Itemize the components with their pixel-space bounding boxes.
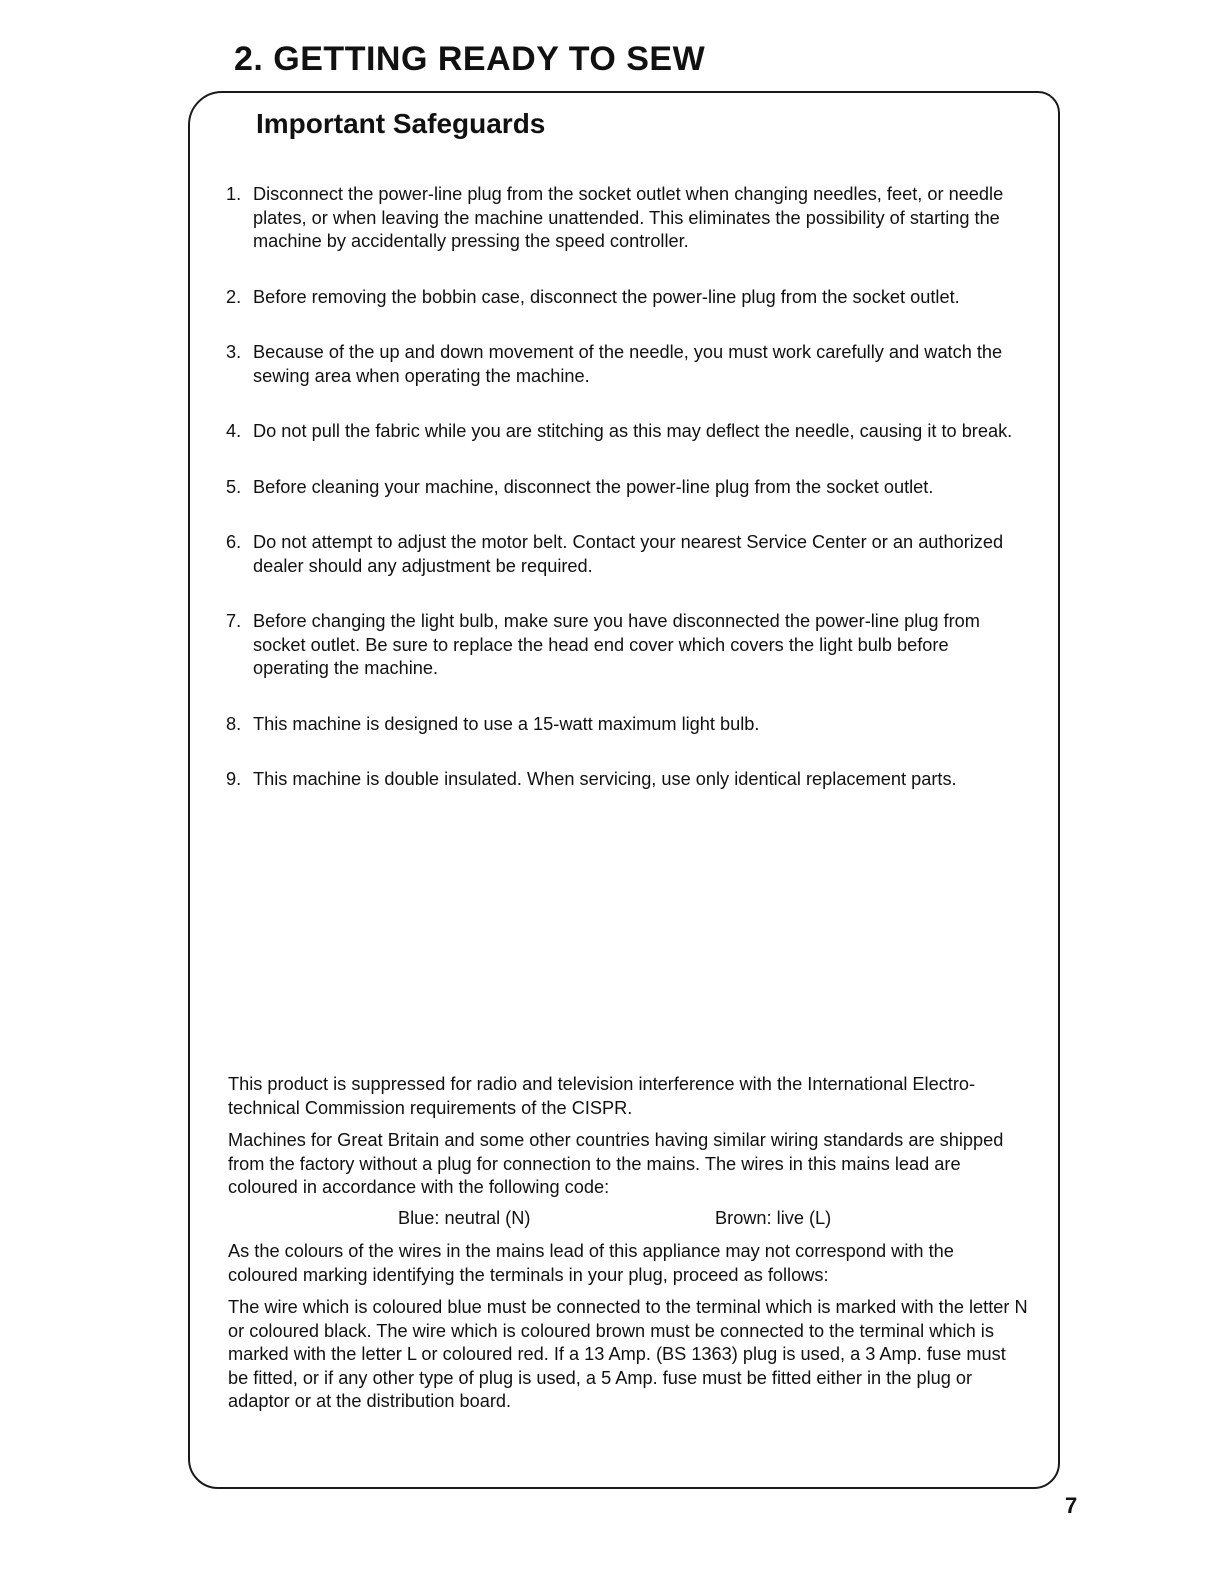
item-number: 6. <box>226 532 242 552</box>
safeguard-item <box>226 768 1026 792</box>
colours-note: As the colours of the wires in the mains lead of this appliance may not correspond with the coloured marking identifying the terminals in your plug, proceed as follows: <box>228 1241 954 1285</box>
item-text: Do not attempt to adjust the motor belt. Contact your nearest Service Center or an authorized dealer should any adjustment be required. <box>253 532 1004 576</box>
safeguards-list <box>226 183 1026 792</box>
item-number: 7. <box>226 611 242 631</box>
page-number: 7 <box>1065 1493 1078 1518</box>
item-text: Before cleaning your machine, disconnect the power-line plug from the socket outlet. <box>253 476 934 497</box>
item-number: 3. <box>226 342 242 362</box>
safeguard-item <box>226 286 1026 310</box>
item-number: 4. <box>226 421 242 441</box>
wire-brown-label: Brown: live (L) <box>715 1208 832 1228</box>
section-title: Important Safeguards <box>256 108 546 139</box>
item-text: Because of the up and down movement of the needle, you must work carefully and watch the sewing area when operating the machine. <box>253 342 1003 386</box>
safeguard-item <box>226 531 1026 578</box>
item-number: 9. <box>226 769 242 789</box>
item-number: 1. <box>226 184 242 204</box>
item-number: 8. <box>226 713 242 734</box>
item-text: Disconnect the power-line plug from the socket outlet when changing needles, feet, or needle plates, or when leaving the machine unattended. This eliminates the possibility of starting the machine by accidentally pressing the speed controller. <box>253 184 1004 251</box>
safeguard-item <box>226 183 1026 254</box>
item-text: Before changing the light bulb, make sure you have disconnected the power-line plug from socket outlet. Be sure to replace the head end cover which covers the light bulb before operating the machine. <box>253 611 980 678</box>
item-text: Before removing the bobbin case, disconnect the power-line plug from the socket outlet. <box>253 286 960 307</box>
item-text: Do not pull the fabric while you are stitching as this may deflect the needle, causing it to break. <box>253 421 1013 441</box>
item-number: 5. <box>226 476 242 497</box>
item-text: This machine is designed to use a 15-watt maximum light bulb. <box>253 713 760 734</box>
chapter-title: 2. GETTING READY TO SEW <box>234 40 706 78</box>
item-number: 2. <box>226 286 242 307</box>
safeguard-item <box>226 476 1026 500</box>
safeguard-item <box>226 341 1026 388</box>
safeguard-item <box>226 420 1026 444</box>
safeguard-item <box>226 713 1026 737</box>
gb-machines-note: Machines for Great Britain and some other countries having similar wiring standards are shipped from the factory without a plug for connection to the mains. The wires in this mains lead are coloured in accordance with the following code: <box>228 1130 1004 1197</box>
safeguard-item <box>226 610 1026 681</box>
wiring-instructions: The wire which is coloured blue must be connected to the terminal which is marked with the letter N or coloured black. The wire which is coloured brown must be connected to the terminal which is marked with the letter L or coloured red. If a 13 Amp. (BS 1363) plug is used, a 3 Amp. fuse must be fitted, or if any other type of plug is used, a 5 Amp. fuse must be fitted either in the plug or adaptor or at the distribution board. <box>228 1297 1028 1411</box>
suppression-note: This product is suppressed for radio and television interference with the International Electro-technical Commission requirements of the CISPR. <box>228 1074 976 1118</box>
wire-blue-label: Blue: neutral (N) <box>398 1208 531 1228</box>
wire-colour-code <box>228 1208 1028 1232</box>
item-text: This machine is double insulated. When servicing, use only identical replacement parts. <box>253 769 957 789</box>
